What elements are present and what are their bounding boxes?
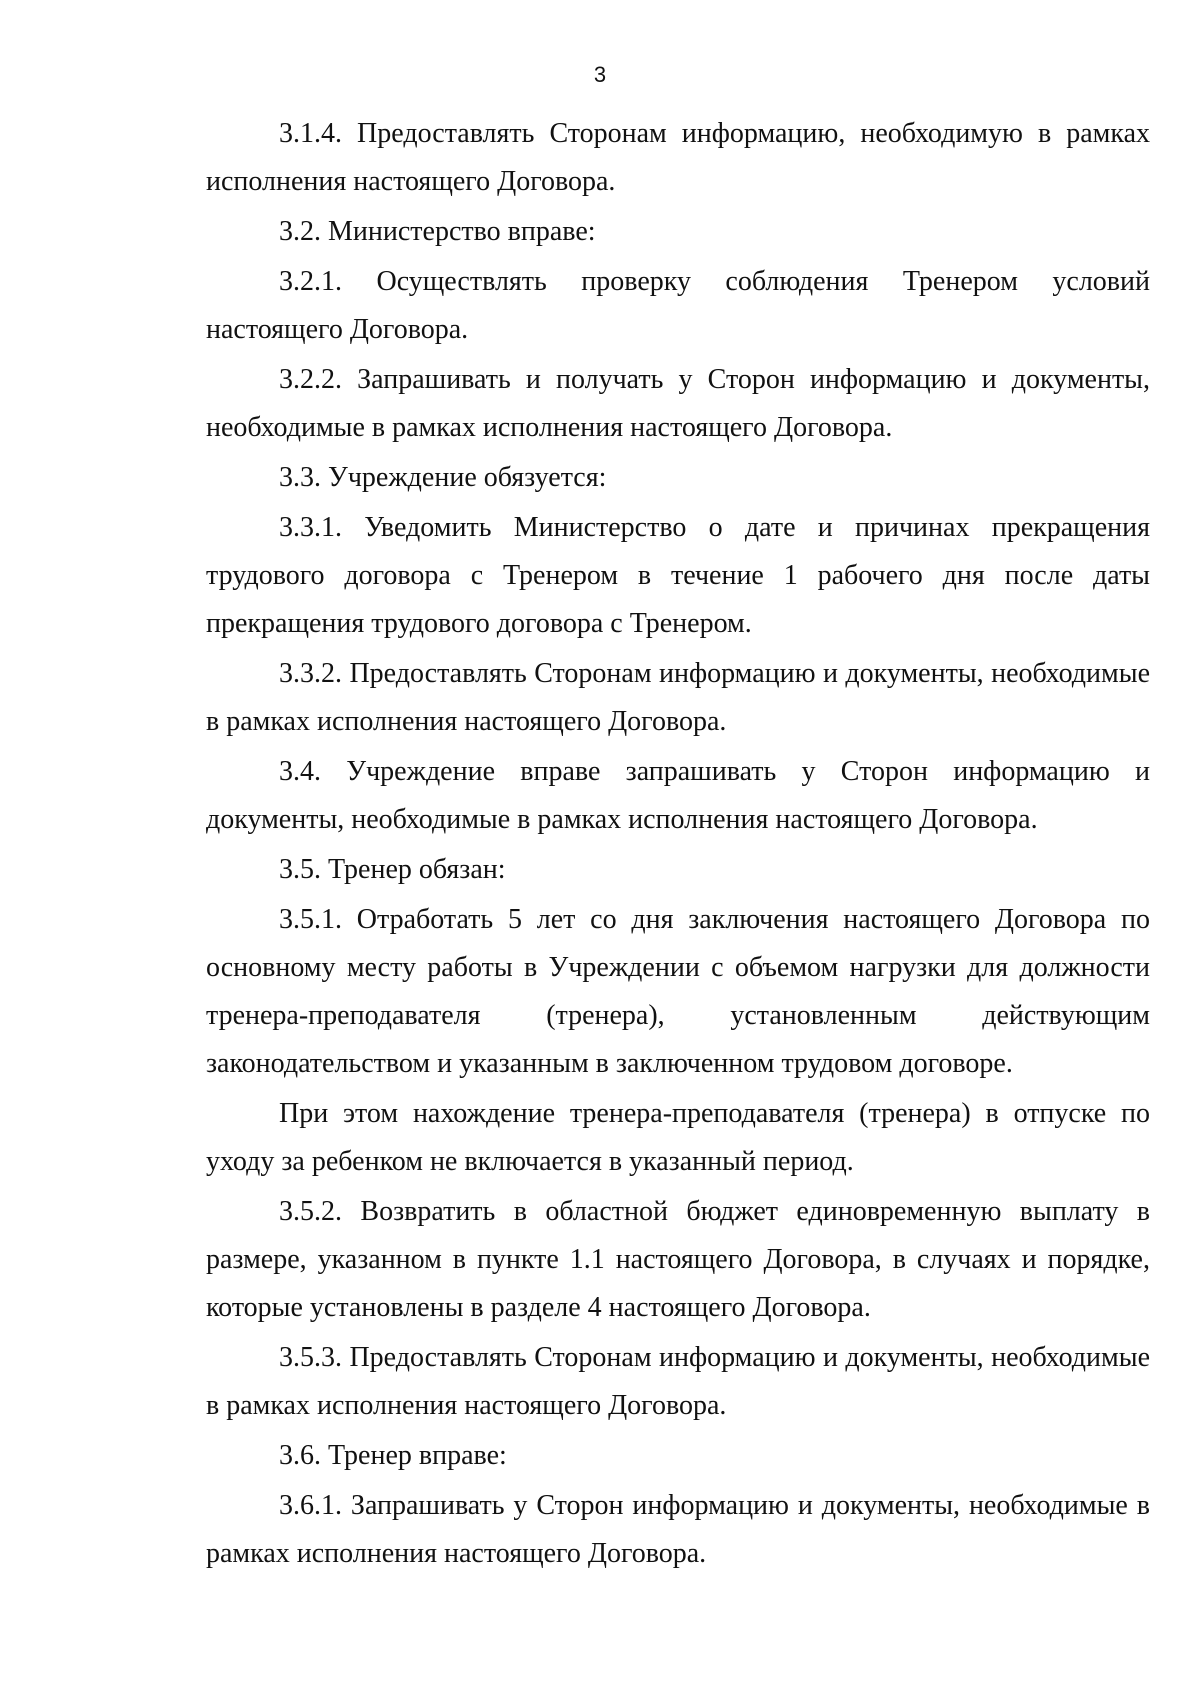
clause-3-2-1: 3.2.1. Осуществлять проверку соблюдения Тренером условий настоящего Договора. bbox=[206, 266, 1150, 345]
clause-3-5-3: 3.5.3. Предоставлять Сторонам информацию и документы, необходимые в рамках исполнения настоящего Договора. bbox=[206, 1342, 1150, 1421]
clause-3-3-2: 3.3.2. Предоставлять Сторонам информацию и документы, необходимые в рамках исполнения настоящего Договора. bbox=[206, 658, 1150, 737]
clause-3-1-4: 3.1.4. Предоставлять Сторонам информацию, необходимую в рамках исполнения настоящего Договора. bbox=[206, 118, 1150, 197]
clause-3-6-1: 3.6.1. Запрашивать у Сторон информацию и документы, необходимые в рамках исполнения настоящего Договора. bbox=[206, 1490, 1150, 1569]
clause-3-3-heading: 3.3. Учреждение обязуется: bbox=[279, 462, 607, 493]
document-body bbox=[206, 110, 1150, 1580]
page-number: 3 bbox=[593, 62, 607, 87]
clause-3-4: 3.4. Учреждение вправе запрашивать у Сторон информацию и документы, необходимые в рамках исполнения настоящего Договора. bbox=[206, 756, 1150, 835]
clause-3-5-1: 3.5.1. Отработать 5 лет со дня заключения настоящего Договора по основному месту работы в Учреждении с объемом нагрузки для должности тренера-преподавателя (тренера), установленным действующим законодательством и указанным в заключенном трудовом договоре. bbox=[206, 904, 1150, 1079]
clause-3-2-2: 3.2.2. Запрашивать и получать у Сторон информацию и документы, необходимые в рамках исполнения настоящего Договора. bbox=[206, 364, 1150, 443]
clause-3-3-1: 3.3.1. Уведомить Министерство о дате и причинах прекращения трудового договора с Тренером в течение 1 рабочего дня после даты прекращения трудового договора с Тренером. bbox=[206, 512, 1150, 639]
clause-3-6-heading: 3.6. Тренер вправе: bbox=[279, 1440, 507, 1471]
clause-3-5-heading: 3.5. Тренер обязан: bbox=[279, 854, 506, 885]
clause-3-2-heading: 3.2. Министерство вправе: bbox=[279, 216, 596, 247]
clause-3-5-2: 3.5.2. Возвратить в областной бюджет единовременную выплату в размере, указанном в пункте 1.1 настоящего Договора, в случаях и порядке, которые установлены в разделе 4 настоящего Договора. bbox=[206, 1196, 1150, 1323]
clause-3-5-1-note: При этом нахождение тренера-преподавателя (тренера) в отпуске по уходу за ребенком не включается в указанный период. bbox=[206, 1098, 1150, 1177]
